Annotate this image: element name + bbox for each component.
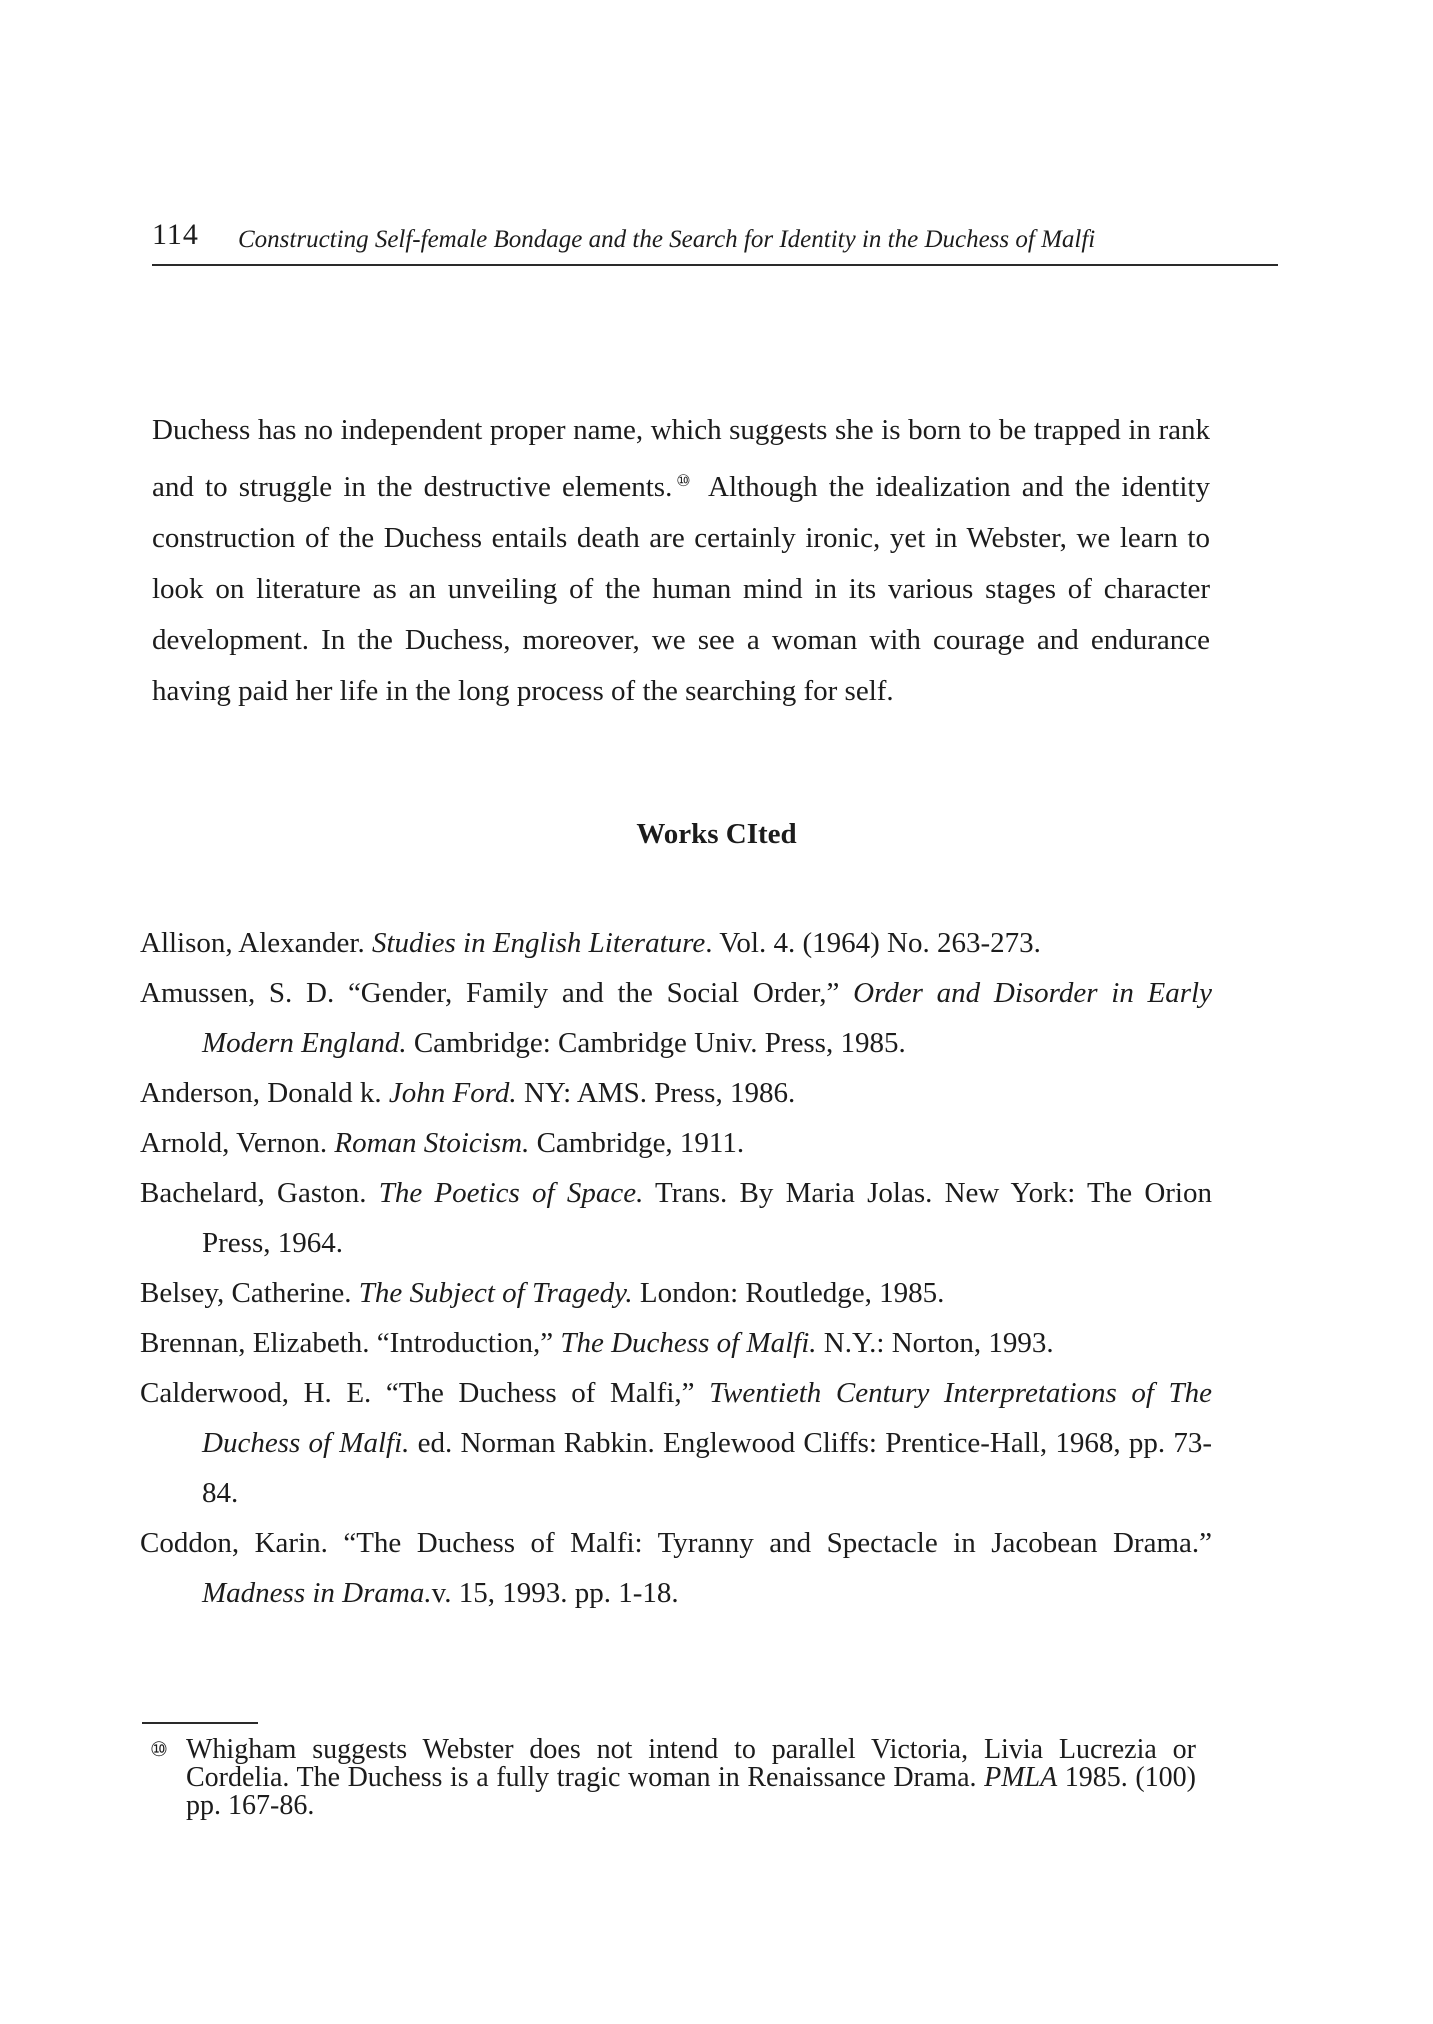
entry-author: Coddon, Karin. “The Duchess of Malfi: Tyranny and Spectacle in Jacobean Drama.” bbox=[140, 1527, 1212, 1559]
entry-title: Roman Stoicism. bbox=[334, 1127, 530, 1159]
page-number: 114 bbox=[152, 218, 199, 251]
footnote-text-part-1: Whigham suggests Webster does not intend to parallel Victoria, Livia Lucrezia or Cordelia. The Duchess is a fully tragic woman in Renaissance Drama. bbox=[186, 1734, 1196, 1793]
works-cited-entry bbox=[140, 1068, 1212, 1118]
entry-publication: Trans. By Maria Jolas. New York: The Orion Press, 1964. bbox=[202, 1177, 1212, 1259]
entry-author: Arnold, Vernon. bbox=[140, 1127, 335, 1159]
entry-author: Anderson, Donald k. bbox=[140, 1077, 389, 1109]
entry-publication: N.Y.: Norton, 1993. bbox=[816, 1327, 1054, 1359]
entry-title: Studies in English Literature bbox=[371, 927, 706, 959]
footnote-reference[interactable]: ⑩ bbox=[672, 473, 695, 490]
works-cited-entry bbox=[140, 1368, 1212, 1518]
entry-title: Order and Disorder in Early Modern England. bbox=[202, 977, 1212, 1059]
works-cited-entry bbox=[140, 1268, 1212, 1318]
entry-publication: v. 15, 1993. pp. 1-18. bbox=[431, 1577, 679, 1609]
footnote-text bbox=[186, 1736, 1196, 1820]
entry-publication: London: Routledge, 1985. bbox=[632, 1277, 945, 1309]
entry-author: Bachelard, Gaston. bbox=[140, 1177, 379, 1209]
body-paragraph bbox=[152, 405, 1210, 717]
footnote-mark: ⑩ bbox=[150, 1739, 168, 1761]
works-cited-list bbox=[140, 918, 1212, 1618]
entry-author: Allison, Alexander. bbox=[140, 927, 372, 959]
works-cited-entry bbox=[140, 918, 1212, 968]
footnote-journal-title: PMLA bbox=[984, 1762, 1058, 1793]
running-title: Constructing Self-female Bondage and the Search for Identity in the Duchess of Malfi bbox=[238, 226, 1096, 253]
entry-author: Brennan, Elizabeth. “Introduction,” bbox=[140, 1327, 561, 1359]
works-cited-heading: Works CIted bbox=[636, 818, 797, 850]
running-head bbox=[152, 218, 1278, 266]
entry-author: Calderwood, H. E. “The Duchess of Malfi,” bbox=[140, 1377, 710, 1409]
entry-publication: . Vol. 4. (1964) No. 263-273. bbox=[705, 927, 1041, 959]
paragraph-text-part-2: Although the idealization and the identity construction of the Duchess entails death are certainly ironic, yet in Webster, we learn to look on literature as an unveiling of the human mind in its various stages of character development. In the Duchess, moreover, we see a woman with courage and endurance having paid her life in the long process of the searching for self. bbox=[152, 471, 1210, 707]
works-cited-entry bbox=[140, 968, 1212, 1068]
entry-title: The Duchess of Malfi. bbox=[560, 1327, 817, 1359]
footnote-divider bbox=[142, 1722, 258, 1724]
entry-author: Amussen, S. D. “Gender, Family and the Social Order,” bbox=[140, 977, 854, 1009]
paragraph-text-part-1: Duchess has no independent proper name, which suggests she is born to be trapped in rank and to struggle in the destructive elements. bbox=[152, 414, 1210, 503]
works-cited-entry bbox=[140, 1518, 1212, 1618]
works-cited-entry bbox=[140, 1118, 1212, 1168]
footnote bbox=[150, 1736, 1212, 1820]
entry-author: Belsey, Catherine. bbox=[140, 1277, 359, 1309]
entry-title: Madness in Drama. bbox=[202, 1577, 432, 1609]
entry-publication: ed. Norman Rabkin. Englewood Cliffs: Prentice-Hall, 1968, pp. 73-84. bbox=[202, 1427, 1212, 1509]
footnote-text-part-2: 1985. (100) pp. 167-86. bbox=[186, 1762, 1196, 1821]
entry-title: The Subject of Tragedy. bbox=[358, 1277, 633, 1309]
entry-title: The Poetics of Space. bbox=[378, 1177, 644, 1209]
entry-publication: Cambridge: Cambridge Univ. Press, 1985. bbox=[406, 1027, 906, 1059]
works-cited-entry bbox=[140, 1318, 1212, 1368]
entry-title: John Ford. bbox=[388, 1077, 517, 1109]
works-cited-entry bbox=[140, 1168, 1212, 1268]
entry-title: Twentieth Century Interpretations of The Duchess of Malfi. bbox=[202, 1377, 1212, 1459]
entry-publication: NY: AMS. Press, 1986. bbox=[516, 1077, 796, 1109]
entry-publication: Cambridge, 1911. bbox=[529, 1127, 745, 1159]
